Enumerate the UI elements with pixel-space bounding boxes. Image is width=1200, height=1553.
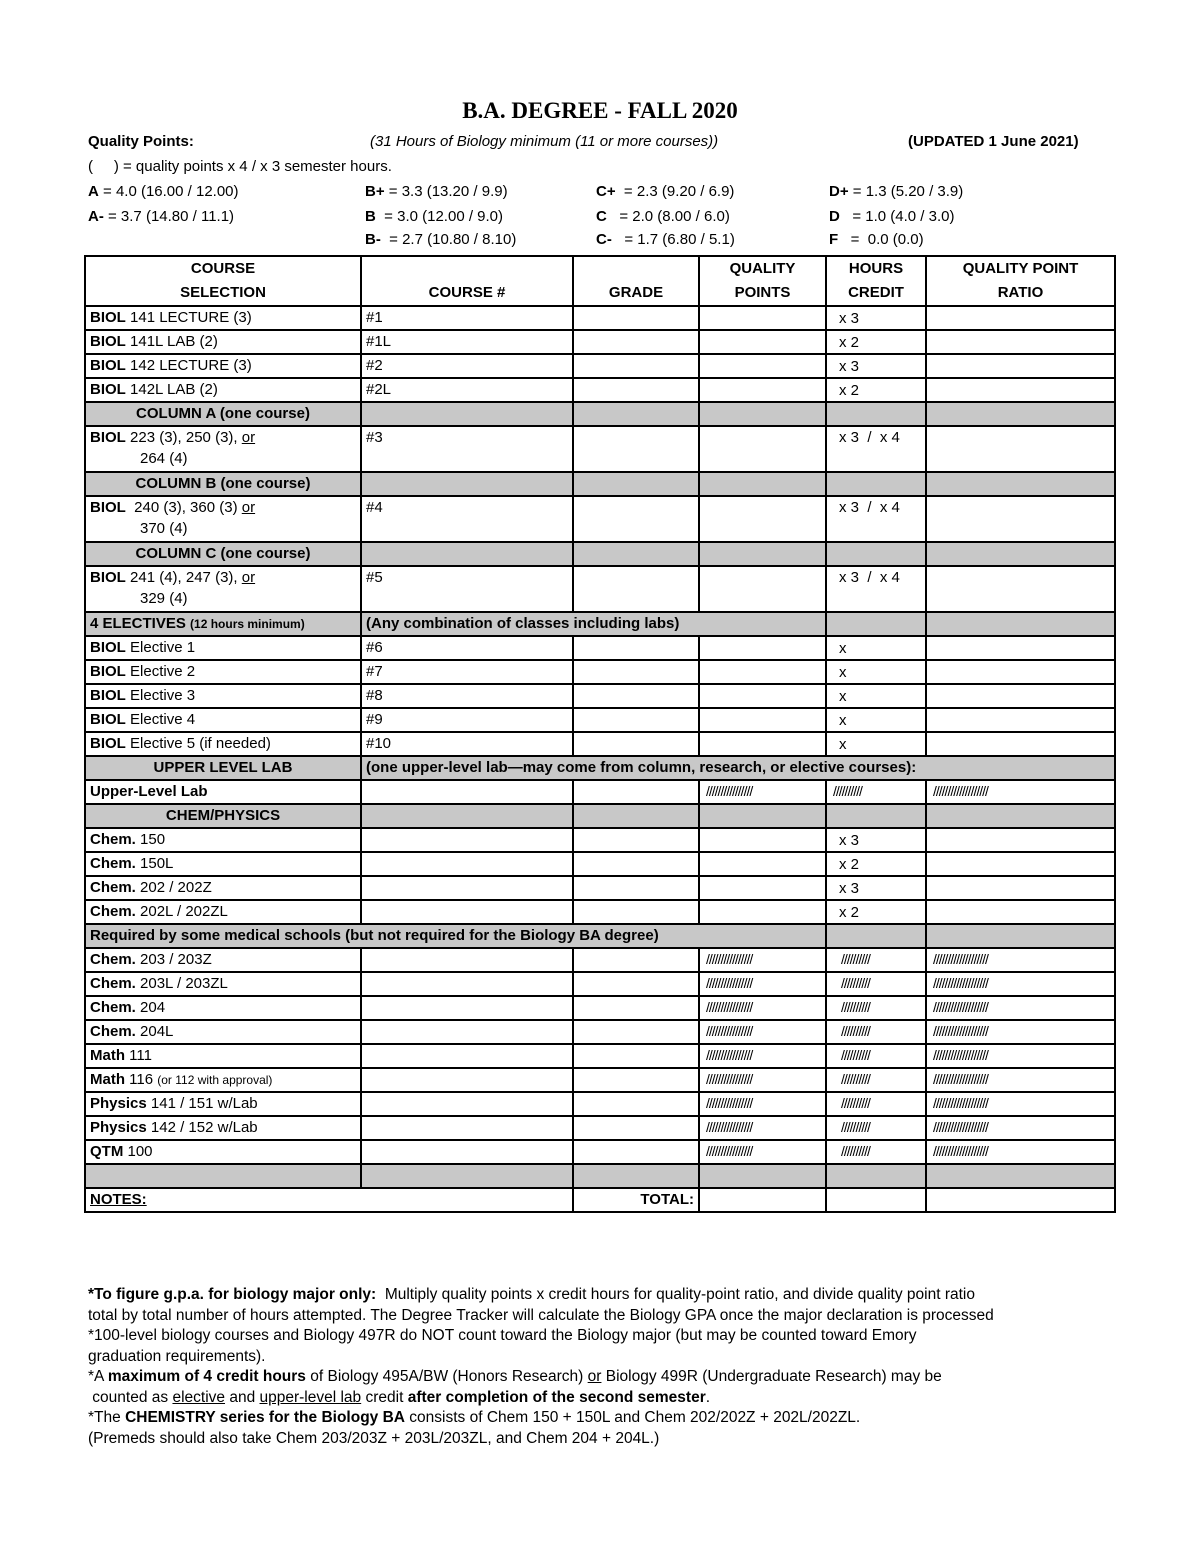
course-cell: BIOL 141 LECTURE (3) <box>85 306 361 330</box>
course-cell: BIOL Elective 3 <box>85 684 361 708</box>
hours-cell: x <box>826 660 926 684</box>
hatched-cell: //////////////// <box>699 1044 826 1068</box>
grade-d-plus: D+ = 1.3 (5.20 / 3.9) <box>829 183 964 200</box>
course-cell: Math 116 (or 112 with approval) <box>85 1068 361 1092</box>
course-number-input[interactable] <box>361 1092 573 1116</box>
course-number-cell: #8 <box>361 684 573 708</box>
ratio-input[interactable] <box>926 684 1115 708</box>
table-row <box>85 1092 1115 1116</box>
hours-cell: x 2 <box>826 330 926 354</box>
grade-input[interactable] <box>573 1020 699 1044</box>
hatched-cell: ////////// <box>826 1044 926 1068</box>
hatched-cell: ////////// <box>826 1020 926 1044</box>
course-cell: Physics 142 / 152 w/Lab <box>85 1116 361 1140</box>
hatched-cell: /////////////////// <box>926 1044 1115 1068</box>
quality-points-input[interactable] <box>699 876 826 900</box>
course-number-input[interactable] <box>361 972 573 996</box>
course-number-input[interactable] <box>361 1116 573 1140</box>
ratio-input[interactable] <box>926 496 1115 542</box>
note-line: graduation requirements). <box>88 1347 266 1365</box>
course-cell: QTM 100 <box>85 1140 361 1164</box>
course-cell: BIOL Elective 1 <box>85 636 361 660</box>
course-cell: Chem. 202L / 202ZL <box>85 900 361 924</box>
hours-cell: x <box>826 732 926 756</box>
ratio-input[interactable] <box>926 876 1115 900</box>
section-header-upper-level-lab: UPPER LEVEL LAB (one upper-level lab—may come from column, research, or elective courses): <box>85 756 1115 780</box>
grade-input[interactable] <box>573 684 699 708</box>
hatched-cell: /////////////////// <box>926 972 1115 996</box>
course-cell: Upper-Level Lab <box>85 780 361 804</box>
ratio-input[interactable] <box>926 306 1115 330</box>
table-row <box>85 354 1115 378</box>
course-number-cell: #3 <box>361 426 573 472</box>
table-row <box>85 948 1115 972</box>
table-row <box>85 496 1115 542</box>
table-row <box>85 1044 1115 1068</box>
hatched-cell: /////////////////// <box>926 1092 1115 1116</box>
grade-input[interactable] <box>573 828 699 852</box>
course-number-cell: #7 <box>361 660 573 684</box>
grade-input[interactable] <box>573 900 699 924</box>
hours-cell: x 2 <box>826 378 926 402</box>
hours-cell: x 3 / x 4 <box>826 566 926 612</box>
grade-input[interactable] <box>573 780 699 804</box>
grade-a: A = 4.0 (16.00 / 12.00) <box>88 183 239 200</box>
updated-date: (UPDATED 1 June 2021) <box>908 133 1079 150</box>
quality-points-input[interactable] <box>699 566 826 612</box>
course-number-cell: #4 <box>361 496 573 542</box>
hatched-cell: ////////// <box>826 948 926 972</box>
section-header-column-a: COLUMN A (one course) <box>85 402 1115 426</box>
ratio-input[interactable] <box>926 900 1115 924</box>
hours-cell: x 3 <box>826 876 926 900</box>
course-cell: BIOL 142L LAB (2) <box>85 378 361 402</box>
grade-input[interactable] <box>573 1044 699 1068</box>
ratio-input[interactable] <box>926 708 1115 732</box>
ratio-input[interactable] <box>926 660 1115 684</box>
course-cell: BIOL 142 LECTURE (3) <box>85 354 361 378</box>
course-cell: BIOL 240 (3), 360 (3) or 370 (4) <box>85 496 361 542</box>
col-course-number: COURSE # <box>361 256 573 306</box>
table-row <box>85 378 1115 402</box>
course-number-input[interactable] <box>361 996 573 1020</box>
col-quality-points: QUALITY POINTS <box>699 256 826 306</box>
hatched-cell: //////////////// <box>699 1068 826 1092</box>
quality-points-formula: ( ) = quality points x 4 / x 3 semester hours. <box>88 158 392 175</box>
course-number-input[interactable] <box>361 900 573 924</box>
course-number-input[interactable] <box>361 1020 573 1044</box>
table-row <box>85 684 1115 708</box>
quality-points-input[interactable] <box>699 426 826 472</box>
hatched-cell: ////////// <box>826 996 926 1020</box>
grade-input[interactable] <box>573 948 699 972</box>
notes-label: NOTES: <box>85 1188 573 1212</box>
quality-points-input[interactable] <box>699 496 826 542</box>
hatched-cell: /////////////////// <box>926 780 1115 804</box>
hours-cell: x 3 / x 4 <box>826 426 926 472</box>
grade-input[interactable] <box>573 972 699 996</box>
hatched-cell: /////////////////// <box>926 1140 1115 1164</box>
section-header-electives: 4 ELECTIVES (12 hours minimum) (Any combination of classes including labs) <box>85 612 1115 636</box>
table-row <box>85 426 1115 472</box>
note-line: total by total number of hours attempted. The Degree Tracker will calculate the Biology GPA once the major declaration is processed <box>88 1306 994 1324</box>
course-cell: BIOL Elective 4 <box>85 708 361 732</box>
course-cell: Math 111 <box>85 1044 361 1068</box>
table-row <box>85 1116 1115 1140</box>
page-title: B.A. DEGREE - FALL 2020 <box>462 98 738 123</box>
course-number-input[interactable] <box>361 1068 573 1092</box>
course-number-input[interactable] <box>361 948 573 972</box>
col-quality-point-ratio: QUALITY POINT RATIO <box>926 256 1115 306</box>
quality-points-label: Quality Points: <box>88 133 194 150</box>
hatched-cell: /////////////////// <box>926 1068 1115 1092</box>
grade-b: B = 3.0 (12.00 / 9.0) <box>365 208 504 225</box>
course-number-input[interactable] <box>361 828 573 852</box>
table-row <box>85 330 1115 354</box>
grade-input[interactable] <box>573 1116 699 1140</box>
table-row <box>85 972 1115 996</box>
hatched-cell: ////////// <box>826 1092 926 1116</box>
hours-cell: x <box>826 708 926 732</box>
hatched-cell: ////////// <box>826 780 926 804</box>
course-cell: Chem. 202 / 202Z <box>85 876 361 900</box>
course-cell: BIOL 241 (4), 247 (3), or 329 (4) <box>85 566 361 612</box>
hours-cell: x 3 <box>826 354 926 378</box>
grade-input[interactable] <box>573 660 699 684</box>
ratio-input[interactable] <box>926 426 1115 472</box>
col-course-selection: COURSE SELECTION <box>85 256 361 306</box>
grade-input[interactable] <box>573 306 699 330</box>
hatched-cell: //////////////// <box>699 1116 826 1140</box>
ratio-input[interactable] <box>926 354 1115 378</box>
hatched-cell: /////////////////// <box>926 996 1115 1020</box>
table-row <box>85 636 1115 660</box>
quality-points-input[interactable] <box>699 684 826 708</box>
grade-input[interactable] <box>573 354 699 378</box>
quality-points-input[interactable] <box>699 378 826 402</box>
course-cell: Chem. 150 <box>85 828 361 852</box>
biology-hours-note: (31 Hours of Biology minimum (11 or more courses)) <box>370 133 719 150</box>
course-cell: BIOL 223 (3), 250 (3), or 264 (4) <box>85 426 361 472</box>
hatched-cell: /////////////////// <box>926 1020 1115 1044</box>
course-cell: Physics 141 / 151 w/Lab <box>85 1092 361 1116</box>
course-cell: Chem. 203 / 203Z <box>85 948 361 972</box>
quality-points-input[interactable] <box>699 828 826 852</box>
course-number-input[interactable] <box>361 852 573 876</box>
ratio-input[interactable] <box>926 636 1115 660</box>
grade-input[interactable] <box>573 636 699 660</box>
quality-points-input[interactable] <box>699 660 826 684</box>
grade-f: F = 0.0 (0.0) <box>829 231 924 248</box>
table-row <box>85 1068 1115 1092</box>
course-number-cell: #5 <box>361 566 573 612</box>
course-cell: Chem. 203L / 203ZL <box>85 972 361 996</box>
ratio-input[interactable] <box>926 828 1115 852</box>
quality-points-input[interactable] <box>699 636 826 660</box>
course-number-cell: #9 <box>361 708 573 732</box>
course-number-cell: #10 <box>361 732 573 756</box>
table-row <box>85 828 1115 852</box>
quality-points-input[interactable] <box>699 330 826 354</box>
totals-row <box>85 1188 1115 1212</box>
hatched-cell: //////////////// <box>699 996 826 1020</box>
ratio-input[interactable] <box>926 732 1115 756</box>
total-ratio-input[interactable] <box>926 1188 1115 1212</box>
grade-input[interactable] <box>573 876 699 900</box>
course-number-input[interactable] <box>361 1140 573 1164</box>
table-row <box>85 732 1115 756</box>
quality-points-input[interactable] <box>699 900 826 924</box>
quality-points-input[interactable] <box>699 732 826 756</box>
table-row <box>85 996 1115 1020</box>
total-quality-points-input[interactable] <box>699 1188 826 1212</box>
course-cell: BIOL 141L LAB (2) <box>85 330 361 354</box>
hours-cell: x <box>826 636 926 660</box>
grade-input[interactable] <box>573 852 699 876</box>
blank-gray-row <box>85 1164 1115 1188</box>
quality-points-input[interactable] <box>699 306 826 330</box>
grade-b-plus: B+ = 3.3 (13.20 / 9.9) <box>365 183 508 200</box>
section-header-chem-physics: CHEM/PHYSICS <box>85 804 1115 828</box>
table-row <box>85 876 1115 900</box>
quality-points-input[interactable] <box>699 708 826 732</box>
hours-cell: x 3 / x 4 <box>826 496 926 542</box>
hatched-cell: /////////////////// <box>926 1116 1115 1140</box>
hours-cell: x <box>826 684 926 708</box>
hatched-cell: ////////// <box>826 972 926 996</box>
course-cell: Chem. 204L <box>85 1020 361 1044</box>
grade-input[interactable] <box>573 1068 699 1092</box>
quality-points-input[interactable] <box>699 852 826 876</box>
course-number-input[interactable] <box>361 1044 573 1068</box>
table-row <box>85 1020 1115 1044</box>
grade-input[interactable] <box>573 708 699 732</box>
note-line: *100-level biology courses and Biology 497R do NOT count toward the Biology major (but may be counted toward Emory <box>88 1327 917 1344</box>
total-label: TOTAL: <box>573 1188 699 1212</box>
course-number-cell: #1 <box>361 306 573 330</box>
course-cell: BIOL Elective 5 (if needed) <box>85 732 361 756</box>
hatched-cell: //////////////// <box>699 948 826 972</box>
hatched-cell: //////////////// <box>699 1092 826 1116</box>
grade-input[interactable] <box>573 496 699 542</box>
course-number-cell: #6 <box>361 636 573 660</box>
hatched-cell: ////////// <box>826 1140 926 1164</box>
table-row <box>85 306 1115 330</box>
grade-input[interactable] <box>573 566 699 612</box>
course-cell: Chem. 150L <box>85 852 361 876</box>
hatched-cell: ////////// <box>826 1068 926 1092</box>
grade-c: C = 2.0 (8.00 / 6.0) <box>596 208 730 225</box>
note-line: counted as elective and upper-level lab credit after completion of the second semester. <box>88 1388 711 1406</box>
quality-points-input[interactable] <box>699 354 826 378</box>
hours-cell: x 2 <box>826 852 926 876</box>
grade-input[interactable] <box>573 378 699 402</box>
grade-input[interactable] <box>573 330 699 354</box>
hours-cell: x 2 <box>826 900 926 924</box>
grade-c-plus: C+ = 2.3 (9.20 / 6.9) <box>596 183 735 200</box>
course-number-cell: #2 <box>361 354 573 378</box>
table-row <box>85 660 1115 684</box>
total-hours-input[interactable] <box>826 1188 926 1212</box>
grade-input[interactable] <box>573 732 699 756</box>
note-line: (Premeds should also take Chem 203/203Z + 203L/203ZL, and Chem 204 + 204L.) <box>88 1429 660 1447</box>
section-header-medical: Required by some medical schools (but not required for the Biology BA degree) <box>85 924 1115 948</box>
hatched-cell: //////////////// <box>699 1140 826 1164</box>
hatched-cell: //////////////// <box>699 780 826 804</box>
table-header <box>85 256 1115 306</box>
col-hours-credit: HOURS CREDIT <box>826 256 926 306</box>
ratio-input[interactable] <box>926 378 1115 402</box>
ratio-input[interactable] <box>926 852 1115 876</box>
table-row <box>85 708 1115 732</box>
course-table <box>84 255 1116 1213</box>
course-number-cell: #2L <box>361 378 573 402</box>
hatched-cell: //////////////// <box>699 1020 826 1044</box>
grade-input[interactable] <box>573 1140 699 1164</box>
table-row <box>85 780 1115 804</box>
section-header-column-b: COLUMN B (one course) <box>85 472 1115 496</box>
hatched-cell: //////////////// <box>699 972 826 996</box>
col-grade: GRADE <box>573 256 699 306</box>
grade-input[interactable] <box>573 426 699 472</box>
grade-b-minus: B- = 2.7 (10.80 / 8.10) <box>365 231 517 248</box>
course-number-cell: #1L <box>361 330 573 354</box>
table-row <box>85 1140 1115 1164</box>
hatched-cell: ////////// <box>826 1116 926 1140</box>
hatched-cell: /////////////////// <box>926 948 1115 972</box>
course-number-input[interactable] <box>361 876 573 900</box>
hours-cell: x 3 <box>826 828 926 852</box>
grade-d: D = 1.0 (4.0 / 3.0) <box>829 208 955 225</box>
course-number-input[interactable] <box>361 780 573 804</box>
note-line: *The CHEMISTRY series for the Biology BA consists of Chem 150 + 150L and Chem 202/202Z + 202L/202ZL. <box>88 1409 861 1426</box>
course-cell: BIOL Elective 2 <box>85 660 361 684</box>
notes-section <box>88 1285 1118 1449</box>
note-line: *To figure g.p.a. for biology major only: Multiply quality points x credit hours for quality-point ratio, and divide quality point ratio <box>88 1286 975 1303</box>
table-row <box>85 900 1115 924</box>
grade-a-minus: A- = 3.7 (14.80 / 11.1) <box>88 208 235 225</box>
ratio-input[interactable] <box>926 330 1115 354</box>
table-row <box>85 852 1115 876</box>
ratio-input[interactable] <box>926 566 1115 612</box>
note-line: *A maximum of 4 credit hours of Biology 495A/BW (Honors Research) or Biology 499R (Undergraduate Research) may be <box>88 1368 942 1385</box>
section-header-column-c: COLUMN C (one course) <box>85 542 1115 566</box>
hours-cell: x 3 <box>826 306 926 330</box>
grade-c-minus: C- = 1.7 (6.80 / 5.1) <box>596 231 735 248</box>
grade-input[interactable] <box>573 1092 699 1116</box>
table-row <box>85 566 1115 612</box>
grade-input[interactable] <box>573 996 699 1020</box>
course-cell: Chem. 204 <box>85 996 361 1020</box>
